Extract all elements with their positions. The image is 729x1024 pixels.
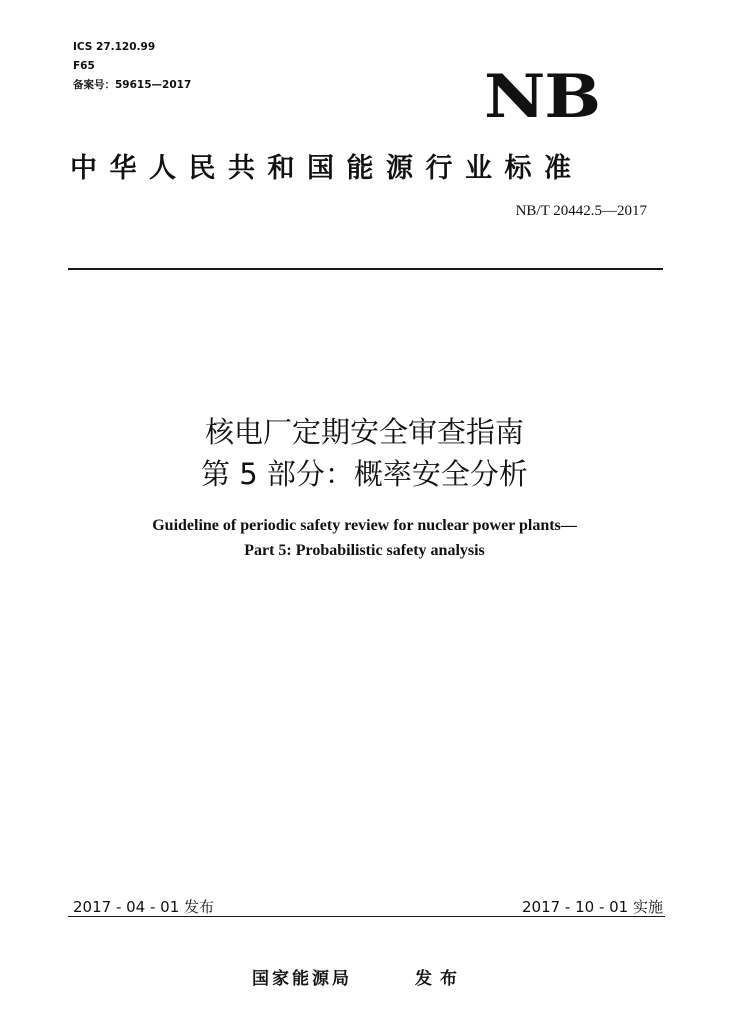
classification-block bbox=[73, 38, 191, 95]
standard-number: NB/T 20442.5—2017 bbox=[515, 203, 647, 219]
filing-number: 备案号：59615—2017 bbox=[73, 79, 192, 91]
nb-logo: NB bbox=[484, 62, 600, 132]
publisher-name: 国家能源局 bbox=[252, 969, 352, 989]
title-chinese-line2: 第 5 部分：概率安全分析 bbox=[201, 457, 528, 491]
ics-code: ICS 27.120.99 bbox=[73, 41, 156, 53]
title-chinese-line1: 核电厂定期安全审查指南 bbox=[204, 415, 524, 449]
footer-divider bbox=[68, 916, 665, 917]
implementation-date: 2017 - 10 - 01 实施 bbox=[521, 898, 663, 916]
issue-date: 2017 - 04 - 01 发布 bbox=[73, 898, 215, 916]
title-english-line1: Guideline of periodic safety review for nuclear power plants— bbox=[152, 517, 577, 534]
publish-action: 发布 bbox=[415, 969, 465, 989]
issuer-header: 中华人民共和国能源行业标准 bbox=[70, 153, 584, 184]
header-divider bbox=[68, 268, 663, 270]
classification-code: F65 bbox=[73, 60, 95, 72]
title-english-line2: Part 5: Probabilistic safety analysis bbox=[244, 542, 485, 559]
